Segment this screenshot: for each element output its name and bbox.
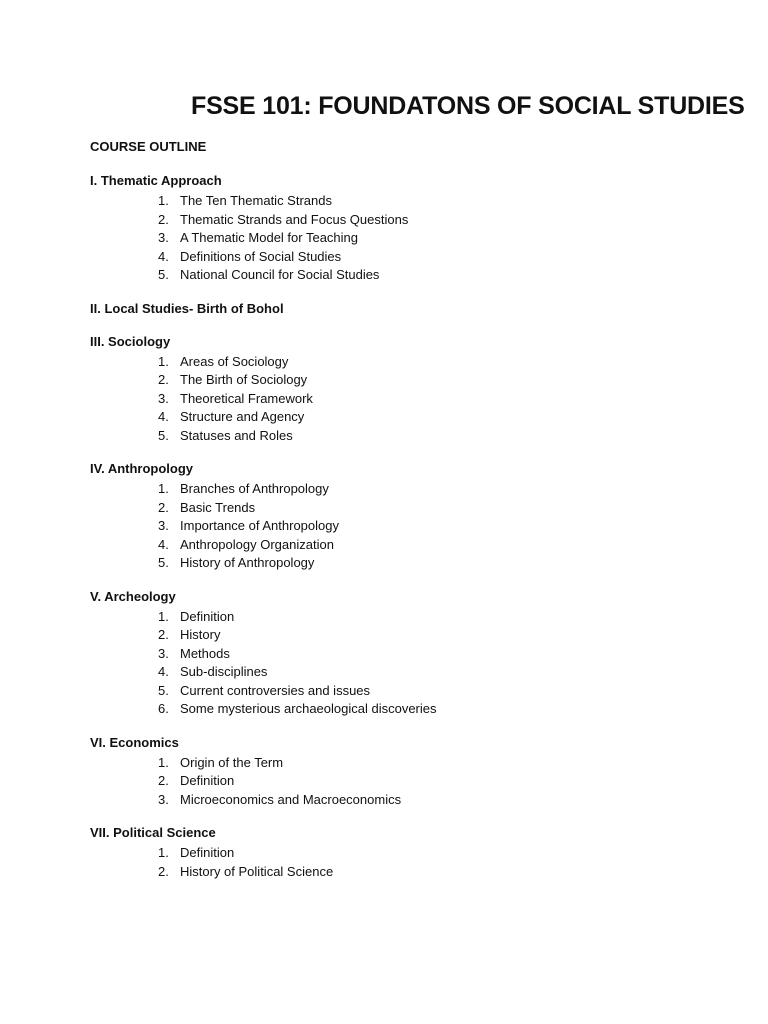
item-number: 2.	[158, 773, 169, 788]
item-text: Current controversies and issues	[180, 682, 371, 698]
item-text: The Ten Thematic Strands	[180, 193, 332, 208]
item-number: 1.	[158, 193, 169, 208]
document-subtitle: COURSE OUTLINE	[90, 139, 207, 154]
outline-section	[90, 588, 690, 719]
item-number: 1.	[158, 608, 169, 624]
list-item	[90, 480, 690, 499]
item-text: History	[180, 627, 221, 642]
item-text: Structure and Agency	[180, 409, 305, 424]
list-item	[90, 211, 690, 230]
item-number: 1.	[158, 481, 169, 496]
list-item	[90, 408, 690, 427]
course-outline	[90, 172, 690, 896]
item-number: 2.	[158, 211, 169, 227]
list-item	[90, 663, 690, 682]
item-text: Definition	[180, 845, 235, 860]
list-item	[90, 844, 690, 863]
item-number: 2.	[158, 372, 169, 387]
item-number: 3.	[158, 645, 169, 661]
item-text: Microeconomics and Macroeconomics	[180, 791, 402, 807]
section-item-list	[90, 192, 690, 285]
list-item	[90, 499, 690, 518]
list-item	[90, 536, 690, 555]
item-number: 5.	[158, 267, 169, 282]
item-number: 4.	[158, 409, 169, 424]
item-text: Methods	[180, 645, 230, 661]
item-number: 3.	[158, 390, 169, 406]
section-heading: II. Local Studies- Birth of Bohol	[90, 300, 284, 316]
item-text: Definition	[180, 608, 235, 624]
list-item	[90, 772, 690, 791]
item-number: 4.	[158, 248, 169, 264]
outline-section	[90, 300, 690, 318]
list-item	[90, 754, 690, 773]
item-number: 3.	[158, 791, 169, 807]
outline-section	[90, 460, 690, 573]
item-text: A Thematic Model for Teaching	[180, 230, 359, 245]
outline-section	[90, 333, 690, 446]
item-number: 4.	[158, 536, 169, 552]
item-number: 3.	[158, 230, 169, 245]
list-item	[90, 517, 690, 536]
outline-section	[90, 172, 690, 285]
item-text: Thematic Strands and Focus Questions	[180, 211, 409, 227]
item-text: History of Political Science	[180, 863, 334, 879]
list-item	[90, 390, 690, 409]
item-text: Definitions of Social Studies	[180, 248, 342, 264]
section-item-list	[90, 844, 690, 881]
list-item	[90, 791, 690, 810]
section-heading: VII. Political Science	[90, 825, 216, 840]
item-text: Definition	[180, 773, 235, 788]
item-number: 4.	[158, 664, 169, 679]
item-number: 2.	[158, 627, 169, 642]
section-item-list	[90, 353, 690, 446]
item-number: 1.	[158, 845, 169, 860]
item-text: Importance of Anthropology	[180, 518, 339, 533]
item-text: Areas of Sociology	[180, 353, 289, 369]
section-heading: III. Sociology	[90, 333, 171, 349]
list-item	[90, 682, 690, 701]
item-text: History of Anthropology	[180, 555, 315, 570]
item-number: 5.	[158, 555, 169, 570]
item-text: Basic Trends	[180, 499, 256, 515]
item-text: The Birth of Sociology	[180, 372, 308, 387]
item-number: 5.	[158, 682, 169, 698]
section-item-list	[90, 754, 690, 810]
section-heading: VI. Economics	[90, 734, 179, 750]
outline-section	[90, 824, 690, 881]
item-number: 1.	[158, 754, 169, 770]
item-text: Some mysterious archaeological discoveries	[180, 701, 437, 716]
item-text: Anthropology Organization	[180, 536, 334, 552]
item-text: Origin of the Term	[180, 754, 284, 770]
item-number: 1.	[158, 353, 169, 369]
list-item	[90, 229, 690, 248]
list-item	[90, 863, 690, 882]
section-heading: IV. Anthropology	[90, 461, 194, 476]
list-item	[90, 626, 690, 645]
list-item	[90, 554, 690, 573]
section-item-list	[90, 608, 690, 719]
list-item	[90, 371, 690, 390]
list-item	[90, 248, 690, 267]
item-number: 5.	[158, 427, 169, 443]
item-number: 3.	[158, 518, 169, 533]
item-number: 6.	[158, 701, 169, 716]
list-item	[90, 266, 690, 285]
list-item	[90, 608, 690, 627]
section-item-list	[90, 480, 690, 573]
list-item	[90, 700, 690, 719]
item-text: Statuses and Roles	[180, 427, 293, 443]
item-text: Branches of Anthropology	[180, 481, 329, 496]
item-text: Theoretical Framework	[180, 390, 313, 406]
list-item	[90, 192, 690, 211]
list-item	[90, 427, 690, 446]
section-heading: V. Archeology	[90, 588, 176, 604]
item-text: Sub-disciplines	[180, 664, 268, 679]
item-number: 2.	[158, 499, 169, 515]
item-text: National Council for Social Studies	[180, 267, 380, 282]
section-heading: I. Thematic Approach	[90, 173, 222, 188]
item-number: 2.	[158, 863, 169, 879]
outline-section	[90, 734, 690, 810]
document-title: FSSE 101: FOUNDATONS OF SOCIAL STUDIES	[191, 92, 745, 120]
list-item	[90, 645, 690, 664]
list-item	[90, 353, 690, 372]
